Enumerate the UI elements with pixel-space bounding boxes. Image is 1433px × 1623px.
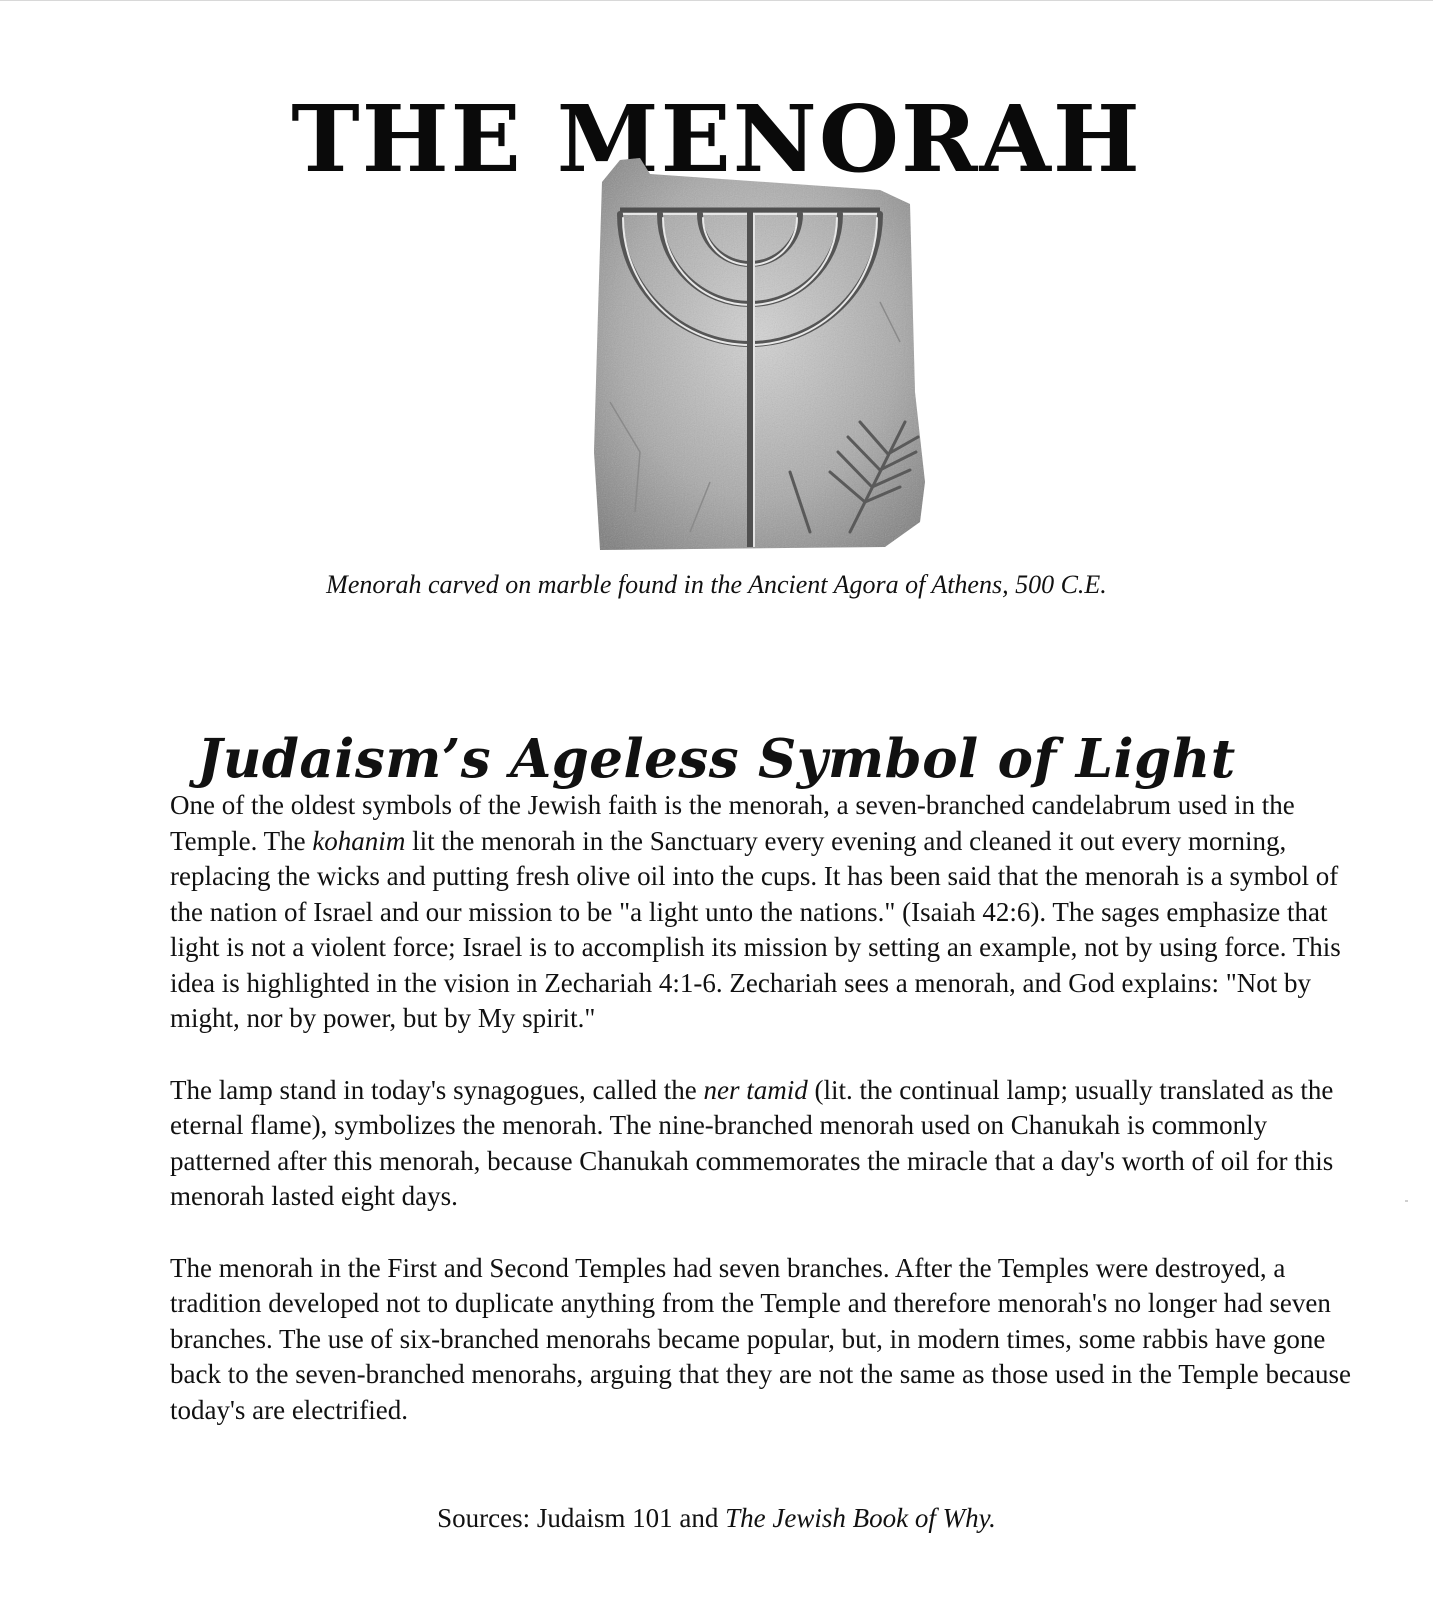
paragraph-3: The menorah in the First and Second Temples had seven branches. After the Temples were destroyed, a tradition developed not to duplicate anything from the Temple and therefore menorah's no longer had seven branches. The use of six-branched menorahs became popular, but, in modern times, some rabbis have gone back to the seven-branched menorahs, arguing that they are not the same as those used in the Temple because today's are electrified. [170, 1252, 1351, 1425]
scan-speck [1405, 1200, 1408, 1202]
page-title: THE MENORAH [291, 84, 1142, 193]
paragraph-1-text-start: One of the oldest symbols of the Jewish faith is the menorah, a seven-branched candelabrum used in the Temple. The [170, 790, 1295, 856]
term-kohanim: kohanim [312, 825, 406, 856]
paragraph-1-text-end: lit the menorah in the Sanctuary every evening and cleaned it out every morning, replacing the wicks and putting fresh olive oil into the cups. It has been said that the menorah is a symbol of the nation of Israel and our mission to be "a light unto the nations." (Isaiah 42:6). The sages emphasize that light is not a violent force; Israel is to accomplish its mission by setting an example, not by using force. This idea is highlighted in the vision in Zechariah 4:1-6. Zechariah sees a menorah, and God explains: "Not by might, nor by power, but by My spirit." [170, 825, 1341, 1033]
menorah-carving-image [580, 152, 960, 564]
paragraph-2-text-start: The lamp stand in today's synagogues, called the [170, 1074, 704, 1105]
top-border [0, 0, 1433, 1]
menorah-carving-icon [580, 152, 960, 564]
term-ner-tamid: ner tamid [703, 1074, 808, 1105]
article-body [170, 788, 1370, 1428]
paragraph-1 [170, 788, 1370, 1037]
sources-line [0, 1500, 1433, 1536]
paragraph-2 [170, 1073, 1370, 1215]
sources-label: Sources: Judaism 101 and [437, 1503, 726, 1533]
image-caption: Menorah carved on marble found in the Ancient Agora of Athens, 500 C.E. [326, 570, 1107, 599]
section-heading: Judaism’s Ageless Symbol of Light [197, 727, 1236, 790]
book-title: The Jewish Book of Why. [725, 1503, 996, 1533]
paragraph-2-text-end: (lit. the continual lamp; usually translated as the eternal flame), symbolizes the menorah. The nine-branched menorah used on Chanukah is commonly patterned after this menorah, because Chanukah commemorates the miracle that a day's worth of oil for this menorah lasted eight days. [170, 1074, 1334, 1211]
